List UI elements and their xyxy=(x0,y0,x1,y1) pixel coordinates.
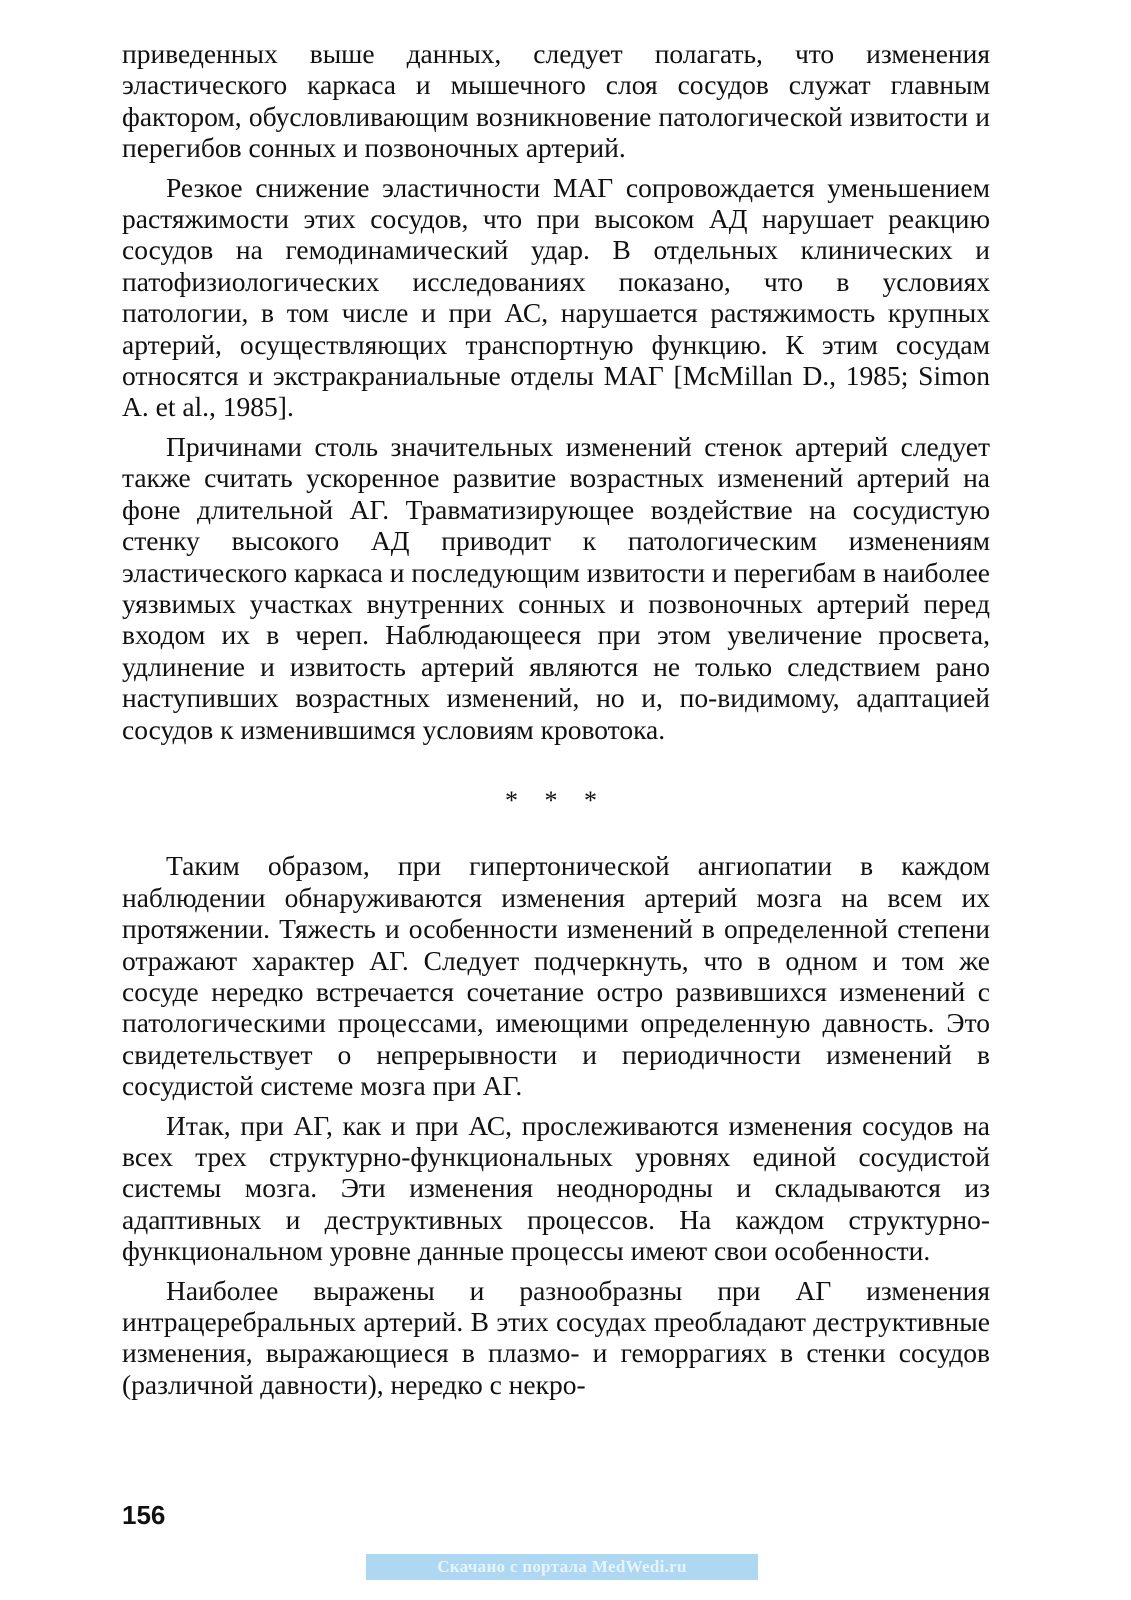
paragraph-2: Резкое снижение эластичности МАГ сопровождается уменьшением растяжимости этих сосудов, что при высоком АД нарушает реакцию сосудов на гемодинамический удар. В отдельных клинических и патофизиологических исследованиях показано, что в условиях патологии, в том числе и при АС, нарушается растяжимость крупных артерий, осуществляющих транспортную функцию. К этим сосудам относятся и экстракраниальные отделы МАГ [McMillan D., 1985; Simon A. et al., 1985]. xyxy=(122,171,990,423)
page-body xyxy=(122,38,990,1408)
paragraph-4: Таким образом, при гипертонической ангиопатии в каждом наблюдении обнаруживаются изменения артерий мозга на всем их протяжении. Тяжесть и особенности изменений в определенной степени отражают характер АГ. Следует подчеркнуть, что в одном и том же сосуде нередко встречается сочетание остро развившихся изменений с патологическими процессами, имеющими определенную давность. Это свидетельствует о непрерывности и периодичности изменений в сосудистой системе мозга при АГ. xyxy=(122,850,990,1102)
paragraph-1: приведенных выше данных, следует полагать, что изменения эластического каркаса и мышечного слоя сосудов служат главным фактором, обусловливающим возникновение патологической извитости и перегибов сонных и позвоночных артерий. xyxy=(122,38,990,164)
page-number: 156 xyxy=(122,1500,166,1530)
paragraph-3: Причинами столь значительных изменений стенок артерий следует также считать ускоренное развитие возрастных изменений артерий на фоне длительной АГ. Травматизирующее воздействие на сосудистую стенку высокого АД приводит к патологическим изменениям эластического каркаса и последующим извитости и перегибам в наиболее уязвимых участках внутренних сонных и позвоночных артерий перед входом их в череп. Наблюдающееся при этом увеличение просвета, удлинение и извитость артерий являются не только следствием рано наступивших возрастных изменений, но и, по-видимому, адаптацией сосудов к изменившимся условиям кровотока. xyxy=(122,430,990,745)
section-separator: * * * xyxy=(505,785,607,815)
download-watermark: Скачано с портала MedWedi.ru xyxy=(366,1554,758,1580)
paragraph-6: Наиболее выражены и разнообразны при АГ изменения интрацеребральных артерий. В этих сосудах преобладают деструктивные изменения, выражающиеся в плазмо- и геморрагиях в стенки сосудов (различной давности), нередко с некро- xyxy=(122,1274,990,1400)
paragraph-5: Итак, при АГ, как и при АС, прослеживаются изменения сосудов на всех трех структурно-функциональных уровнях единой сосудистой системы мозга. Эти изменения неоднородны и складываются из адаптивных и деструктивных процессов. На каждом структурно-функциональном уровне данные процессы имеют свои особенности. xyxy=(122,1109,990,1267)
